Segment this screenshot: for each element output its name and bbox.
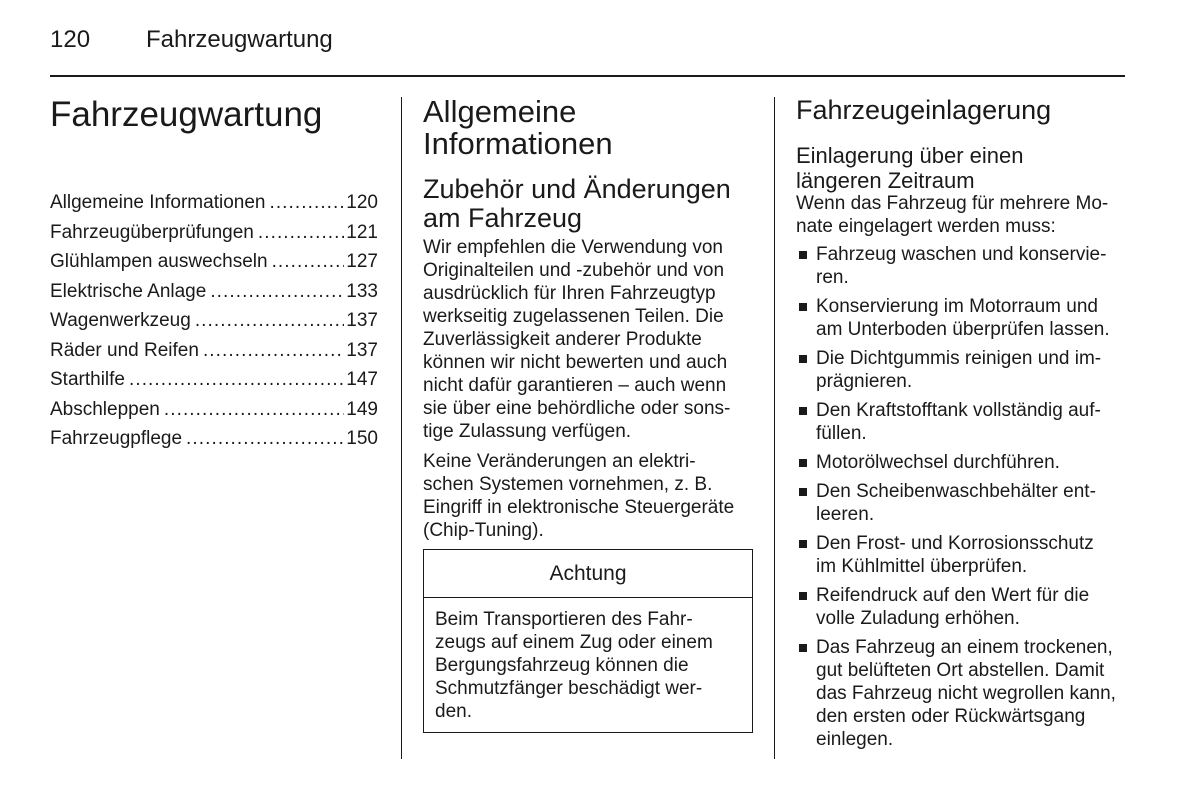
toc-entry[interactable] [50, 365, 378, 395]
subsection-heading [796, 143, 1128, 193]
toc-label: Elektrische Anlage [50, 280, 207, 302]
text-line: nate eingelagert werden muss: [796, 216, 1056, 237]
list-item [796, 636, 1128, 751]
text-line: werkseitig zugelassenen Teilen. Die [423, 306, 724, 327]
toc-leader-dots [164, 395, 344, 425]
text-line: schen Systemen vornehmen, z. B. [423, 474, 713, 495]
chapter-heading: Fahrzeugwartung [50, 95, 323, 134]
toc-entry[interactable] [50, 336, 378, 366]
toc-label: Allgemeine Informationen [50, 192, 266, 213]
text-line: Zuverlässigkeit anderer Produkte [423, 329, 702, 350]
text-line: Den Kraftstofftank vollständig auf- [816, 400, 1101, 421]
toc-page-number: 127 [346, 251, 378, 272]
toc-page-number: 120 [346, 192, 378, 213]
text-line: Die Dichtgummis reinigen und im- [816, 348, 1102, 369]
toc-entry[interactable] [50, 218, 378, 248]
list-item [796, 243, 1128, 289]
toc-leader-dots [272, 247, 345, 277]
column-divider-right [774, 97, 775, 759]
running-header-title: Fahrzeugwartung [146, 26, 333, 53]
toc-label: Abschleppen [50, 398, 160, 420]
list-item [796, 295, 1128, 341]
toc-leader-dots [186, 424, 344, 454]
text-line: im Kühlmittel überprüfen. [816, 556, 1028, 577]
subsection-heading [423, 175, 753, 233]
section-heading: Fahrzeugeinlagerung [796, 95, 1052, 125]
toc-label: Starthilfe [50, 369, 125, 390]
subsection-heading-line: Einlagerung über einen [796, 143, 1024, 168]
list-item [796, 399, 1128, 445]
toc-page-number: 147 [346, 369, 378, 390]
text-line: Konservierung im Motorraum und [816, 296, 1098, 317]
text-line: Den Scheibenwaschbehälter ent- [816, 481, 1096, 502]
text-line: (Chip-Tuning). [423, 520, 544, 541]
list-item [796, 480, 1128, 526]
text-line: füllen. [816, 423, 867, 444]
vehicle-storage-column [796, 96, 1128, 751]
toc-leader-dots [203, 336, 344, 366]
text-line: Reifendruck auf den Wert für die [816, 585, 1090, 606]
toc-entry[interactable] [50, 395, 378, 425]
text-line: Motorölwechsel durchführen. [816, 452, 1060, 473]
toc-entry[interactable] [50, 424, 378, 454]
caution-title: Achtung [424, 550, 752, 598]
text-line: Wir empfehlen die Verwendung von [423, 237, 723, 258]
toc-leader-dots [258, 218, 344, 248]
list-item [796, 532, 1128, 578]
text-line: einlegen. [816, 729, 894, 750]
toc-entry[interactable] [50, 188, 378, 218]
section-heading-line: Informationen [423, 126, 613, 161]
table-of-contents [50, 188, 378, 454]
text-line: können wir nicht bewerten und auch [423, 352, 728, 373]
page-number: 120 [50, 26, 91, 53]
storage-checklist [796, 243, 1128, 751]
toc-label: Glühlampen auswechseln [50, 251, 268, 272]
text-line: das Fahrzeug nicht wegrollen kann, [816, 683, 1116, 704]
toc-page-number: 133 [346, 280, 378, 302]
text-line: Das Fahrzeug an einem trockenen, [816, 637, 1113, 658]
chapter-column [50, 95, 380, 449]
text-line: den. [435, 701, 472, 722]
body-paragraph [423, 450, 753, 542]
text-line: Schmutzfänger beschädigt wer- [435, 678, 703, 699]
text-line: am Unterboden überprüfen lassen. [816, 319, 1110, 340]
text-line: Beim Transportieren des Fahr- [435, 609, 693, 630]
text-line: ren. [816, 267, 849, 288]
toc-label: Fahrzeugpflege [50, 428, 183, 449]
body-paragraph [423, 236, 753, 443]
list-item [796, 347, 1128, 393]
toc-page-number: 150 [346, 428, 378, 449]
section-heading-line: Allgemeine [423, 94, 577, 129]
toc-label: Räder und Reifen [50, 339, 199, 361]
text-line: zeugs auf einem Zug oder einem [435, 632, 713, 653]
text-line: tige Zulassung verfügen. [423, 421, 632, 442]
text-line: Originalteilen und -zubehör und von [423, 260, 725, 281]
text-line: prägnieren. [816, 371, 913, 392]
toc-label: Wagenwerkzeug [50, 310, 191, 331]
subsection-heading-line: längeren Zeitraum [796, 168, 975, 193]
text-line: Bergungsfahrzeug können die [435, 655, 689, 676]
list-item [796, 451, 1128, 474]
subsection-heading-line: Zubehör und Änderungen [423, 174, 731, 204]
general-information-column [423, 94, 753, 722]
toc-page-number: 121 [346, 221, 378, 243]
text-line: Eingriff in elektronische Steuergeräte [423, 497, 735, 518]
toc-leader-dots [210, 277, 344, 307]
intro-paragraph [796, 192, 1128, 238]
text-line: Den Frost- und Korrosionsschutz [816, 533, 1094, 554]
text-line: Keine Veränderungen an elektri- [423, 451, 696, 472]
toc-leader-dots [195, 306, 344, 336]
toc-label: Fahrzeugüberprüfungen [50, 221, 254, 243]
toc-page-number: 149 [346, 398, 378, 420]
toc-entry[interactable] [50, 306, 378, 336]
text-line: Wenn das Fahrzeug für mehrere Mo- [796, 193, 1109, 214]
header-rule [50, 75, 1125, 77]
column-divider-left [401, 97, 402, 759]
section-heading [423, 96, 753, 160]
text-line: gut belüfteten Ort abstellen. Damit [816, 660, 1105, 681]
caution-box [423, 549, 753, 733]
toc-entry[interactable] [50, 277, 378, 307]
toc-page-number: 137 [346, 310, 378, 331]
list-item [796, 584, 1128, 630]
text-line: nicht dafür garantieren – auch wenn [423, 375, 727, 396]
text-line: sie über eine behördliche oder sons- [423, 398, 731, 419]
text-line: ausdrücklich für Ihren Fahrzeugtyp [423, 283, 716, 304]
toc-leader-dots [269, 188, 344, 218]
caution-text [424, 598, 752, 723]
text-line: volle Zuladung erhöhen. [816, 608, 1020, 629]
toc-page-number: 137 [346, 339, 378, 361]
subsection-heading-line: am Fahrzeug [423, 203, 583, 233]
text-line: den ersten oder Rückwärtsgang [816, 706, 1086, 727]
toc-leader-dots [129, 365, 344, 395]
text-line: leeren. [816, 504, 875, 525]
toc-entry[interactable] [50, 247, 378, 277]
text-line: Fahrzeug waschen und konservie- [816, 244, 1107, 265]
